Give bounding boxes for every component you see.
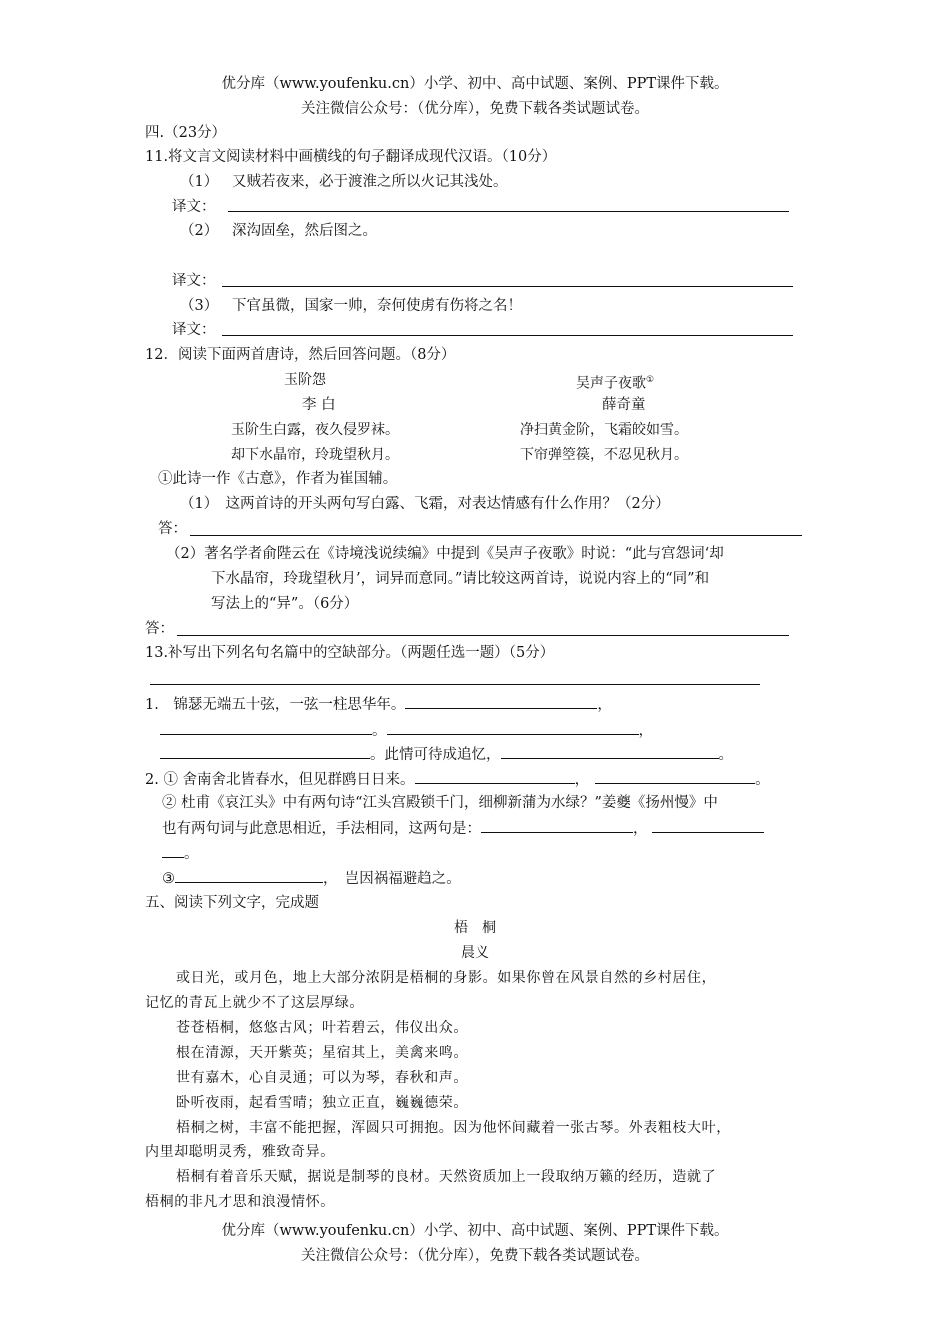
q13-item-2-text: 2. ① 舍南舍北皆春水，但见群鸥日日来。 <box>145 772 415 788</box>
article-title: 梧 桐 <box>454 920 496 936</box>
footer-line-1: 优分库（www.youfenku.cn）小学、初中、高中试题、案例、PPT课件下载。 <box>221 1223 729 1239</box>
verse-line-4: 卧听夜雨，起看雪晴；独立正直，巍巍德荣。 <box>176 1095 468 1111</box>
verse-line-1: 苍苍梧桐，悠悠古风；叶若碧云，伟仪出众。 <box>176 1020 468 1036</box>
fill-blank-5[interactable] <box>501 744 719 759</box>
paragraph-3-line-2: 梧桐的非凡才思和浪漫情怀。 <box>145 1194 335 1210</box>
period: 。 <box>718 747 733 763</box>
paragraph-3-line-1: 梧桐有着音乐天赋，据说是制琴的良材。天然资质加上一段取纳万籁的经历，造就了 <box>176 1169 717 1185</box>
q11-item-1-text: 又贼若夜来，必于渡淮之所以火记其浅处。 <box>232 174 508 190</box>
q12-answer-label-1: 答： <box>158 521 187 537</box>
period: 。 <box>372 723 387 739</box>
paragraph-2-line-1: 梧桐之树，丰富不能把握，浑圆只可拥抱。因为他怀间藏着一张古琴。外表粗枝大叶， <box>176 1120 731 1136</box>
poem2-line-2: 下帘弹箜篌，不忍见秋月。 <box>520 447 688 463</box>
fill-blank-4[interactable] <box>160 744 370 759</box>
q12-answer-label-2: 答： <box>145 621 174 637</box>
q13-item-2-c-line <box>162 868 461 889</box>
q11-item-2-text: 深沟固垒，然后图之。 <box>232 223 377 239</box>
q13-item-1-text: 1. 锦瑟无端五十弦，一弦一柱思华年。 <box>145 697 406 713</box>
q11-item-1-num: （1） <box>180 174 219 190</box>
q13-item-2-b-line-1: ② 杜甫《哀江头》中有两句诗“江头宫殿锁千门，细柳新蒲为水绿？”姜夔《扬州慢》中 <box>162 795 718 811</box>
fill-blank-8[interactable] <box>481 818 633 833</box>
q11-item-2-num: （2） <box>180 223 219 239</box>
header-line-2: 关注微信公众号：（优分库），免费下载各类试题试卷。 <box>301 101 649 117</box>
q11-answer-label-2: 译文： <box>172 273 216 289</box>
poem1-title: 玉阶怨 <box>284 372 326 388</box>
q12-answer-line-2[interactable] <box>177 635 789 636</box>
comma: ， <box>597 697 612 713</box>
q13-item-1-mid: 。此情可待成追忆， <box>370 747 501 763</box>
section-4-title: 四.（23分） <box>145 125 227 141</box>
q13-blank-rule <box>150 684 760 685</box>
poem2-author: 薛奇童 <box>602 397 646 413</box>
q12-answer-line-1[interactable] <box>190 535 802 536</box>
q12-sub-1: （1） 这两首诗的开头两句写白露、飞霜，对表达情感有什么作用？（2分） <box>180 496 670 512</box>
fill-blank-6[interactable] <box>415 769 575 784</box>
q11-answer-line-3[interactable] <box>222 335 793 336</box>
item-2-c-mark: ③ <box>162 871 175 887</box>
footer-line-2: 关注微信公众号：（优分库），免费下载各类试题试卷。 <box>301 1248 649 1264</box>
q11-item-3-text: 下官虽微，国家一帅，奈何使虏有伤将之名！ <box>232 298 522 314</box>
period: 。 <box>184 846 199 862</box>
q13-item-2-b-text: 也有两句词与此意思相近，手法相同，这两句是： <box>162 821 481 837</box>
poem1-line-1: 玉阶生白露，夜久侵罗袜。 <box>231 422 399 438</box>
poem2-title <box>576 370 654 394</box>
fill-blank-7[interactable] <box>595 769 755 784</box>
poem2-note-mark: ① <box>646 375 655 385</box>
q13-item-1-line-3 <box>160 744 733 765</box>
poem1-line-2: 却下水晶帘，玲珑望秋月。 <box>231 447 399 463</box>
fill-blank-10[interactable] <box>175 868 323 883</box>
section-5-title: 五、阅读下列文字，完成题 <box>145 895 319 911</box>
fill-blank-9-cont[interactable] <box>162 843 184 858</box>
poem-footnote: ①此诗一作《古意》，作者为崔国辅。 <box>158 471 398 487</box>
paragraph-1-line-1: 或日光，或月色，地上大部分浓阴是梧桐的身影。如果你曾在风景自然的乡村居住， <box>176 970 717 986</box>
fill-blank-9[interactable] <box>652 818 764 833</box>
q13-item-2-c-text: ， 岂因祸福避趋之。 <box>323 871 461 887</box>
comma: ， <box>638 723 653 739</box>
q13-item-2-b-line-3 <box>162 843 199 864</box>
poem1-author: 李 白 <box>302 397 336 413</box>
fill-blank-3[interactable] <box>387 720 639 735</box>
poem2-line-1: 净扫黄金阶，飞霜皎如雪。 <box>520 422 688 438</box>
period: 。 <box>755 772 770 788</box>
q12-sub-2-line-2: 下水晶帘，玲珑望秋月’，词异而意同。”请比较这两首诗，说说内容上的“同”和 <box>211 571 710 587</box>
q12-sub-2-line-3: 写法上的“异”。（6分） <box>211 596 359 612</box>
q11-stem: 11.将文言文阅读材料中画横线的句子翻译成现代汉语。（10分） <box>145 149 557 165</box>
q13-item-1-line-2 <box>160 720 653 741</box>
fill-blank-2[interactable] <box>160 720 372 735</box>
comma: ， <box>633 821 648 837</box>
q13-stem: 13.补写出下列名句名篇中的空缺部分。（两题任选一题）（5分） <box>145 645 555 661</box>
fill-blank-1[interactable] <box>405 694 597 709</box>
paragraph-1-line-2: 记忆的青瓦上就少不了这层厚绿。 <box>145 995 364 1011</box>
q12-sub-2-line-1: （2）著名学者俞陛云在《诗境浅说续编》中提到《吴声子夜歌》时说：“此与宫怨词‘却 <box>166 546 724 562</box>
q13-item-2-b-line-2 <box>162 818 764 839</box>
q11-answer-line-1[interactable] <box>228 211 789 212</box>
verse-line-3: 世有嘉木，心自灵通；可以为琴，春秋和声。 <box>176 1070 468 1086</box>
q11-item-3-num: （3） <box>180 298 219 314</box>
q11-answer-label-1: 译文： <box>172 199 216 215</box>
comma: ， <box>574 772 590 788</box>
paragraph-2-line-2: 内里却聪明灵秀，雅致奇异。 <box>145 1144 335 1160</box>
q11-answer-line-2[interactable] <box>222 286 793 287</box>
q13-item-2-line-1 <box>145 769 770 790</box>
q11-answer-label-3: 译文： <box>172 322 216 338</box>
poem2-title-text: 吴声子夜歌 <box>576 375 646 392</box>
q13-item-1-line-1 <box>145 694 612 715</box>
article-author: 晨义 <box>461 945 489 961</box>
header-line-1: 优分库（www.youfenku.cn）小学、初中、高中试题、案例、PPT课件下载。 <box>221 76 729 92</box>
verse-line-2: 根在清源，天开紫英；星宿其上，美禽来鸣。 <box>176 1045 468 1061</box>
q12-stem: 12．阅读下面两首唐诗，然后回答问题。（8分） <box>145 347 456 363</box>
